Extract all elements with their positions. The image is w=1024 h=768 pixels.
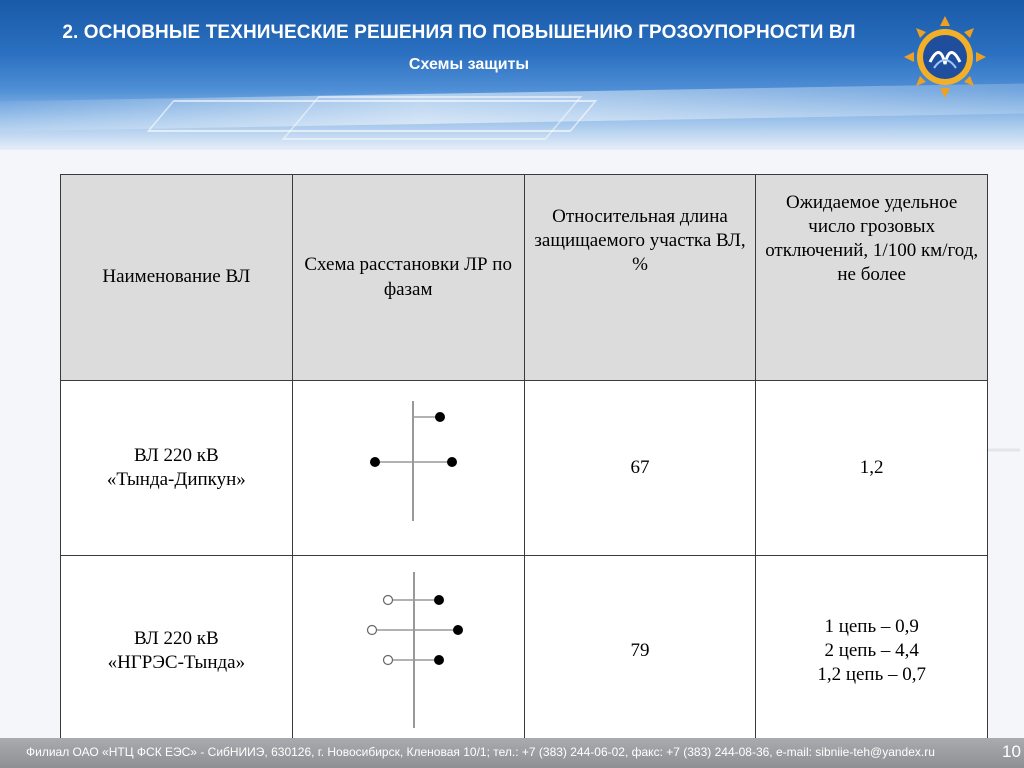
arrester-filled-marker — [434, 595, 444, 605]
outage-value: 2 цепь – 4,4 — [824, 640, 919, 662]
line-voltage: ВЛ 220 кВ — [133, 628, 219, 650]
line-voltage: ВЛ 220 кВ — [133, 444, 219, 466]
header-line-name: Наименование ВЛ — [61, 175, 293, 381]
arrester-empty-marker — [383, 596, 392, 605]
page-number: 10 — [1002, 742, 1021, 761]
footer-bar — [0, 738, 1024, 768]
outages-cell: 1,2 — [756, 381, 988, 556]
outages-cell — [756, 556, 988, 747]
line-route: «НГРЭС-Тында» — [107, 652, 246, 674]
phase-scheme-diagram — [299, 556, 518, 739]
outage-value: 1,2 цепь – 0,7 — [817, 664, 927, 686]
arrester-empty-marker — [367, 626, 376, 635]
slide-subtitle: Схемы защиты — [408, 56, 530, 73]
header-decoration — [282, 96, 583, 140]
footer-contact-text: Филиал ОАО «НТЦ ФСК ЕЭС» - СибНИИЭ, 630126, г. Новосибирск, Кленовая 10/1; тел.: +7 (383) 244-06-02, факс: +7 (383) 244-08-36, e-mail: sibniie-teh@yandex.ru — [26, 745, 935, 759]
arrester-empty-marker — [383, 656, 392, 665]
header-scheme: Схема расстановки ЛР по фазам — [292, 175, 524, 381]
arrester-filled-marker — [453, 625, 463, 635]
arrester-filled-marker — [434, 655, 444, 665]
protection-schemes-table — [60, 174, 988, 747]
protected-length-cell: 79 — [524, 556, 756, 747]
protected-length-cell: 67 — [524, 381, 756, 556]
header-protected-length: Относительная длина защищаемого участка ВЛ, % — [524, 175, 756, 381]
line-name-cell — [61, 381, 293, 556]
outage-value: 1 цепь – 0,9 — [824, 616, 919, 637]
scheme-cell — [292, 381, 524, 556]
arrester-filled-marker — [435, 412, 445, 422]
line-route: «Тында-Дипкун» — [106, 469, 246, 491]
scheme-cell — [292, 556, 524, 747]
arrester-filled-marker — [447, 457, 457, 467]
company-logo — [900, 12, 990, 102]
arrester-filled-marker — [370, 457, 380, 467]
header-expected-outages: Ожидаемое удельное число грозовых отключений, 1/100 км/год, не более — [756, 175, 988, 381]
table-row — [61, 381, 988, 556]
phase-scheme-diagram — [299, 381, 518, 548]
table-row — [61, 556, 988, 747]
slide-title: 2. ОСНОВНЫЕ ТЕХНИЧЕСКИЕ РЕШЕНИЯ ПО ПОВЫШЕНИЮ ГРОЗОУПОРНОСТИ ВЛ — [62, 22, 856, 43]
table-header-row — [61, 175, 988, 381]
line-name-cell — [61, 556, 293, 747]
